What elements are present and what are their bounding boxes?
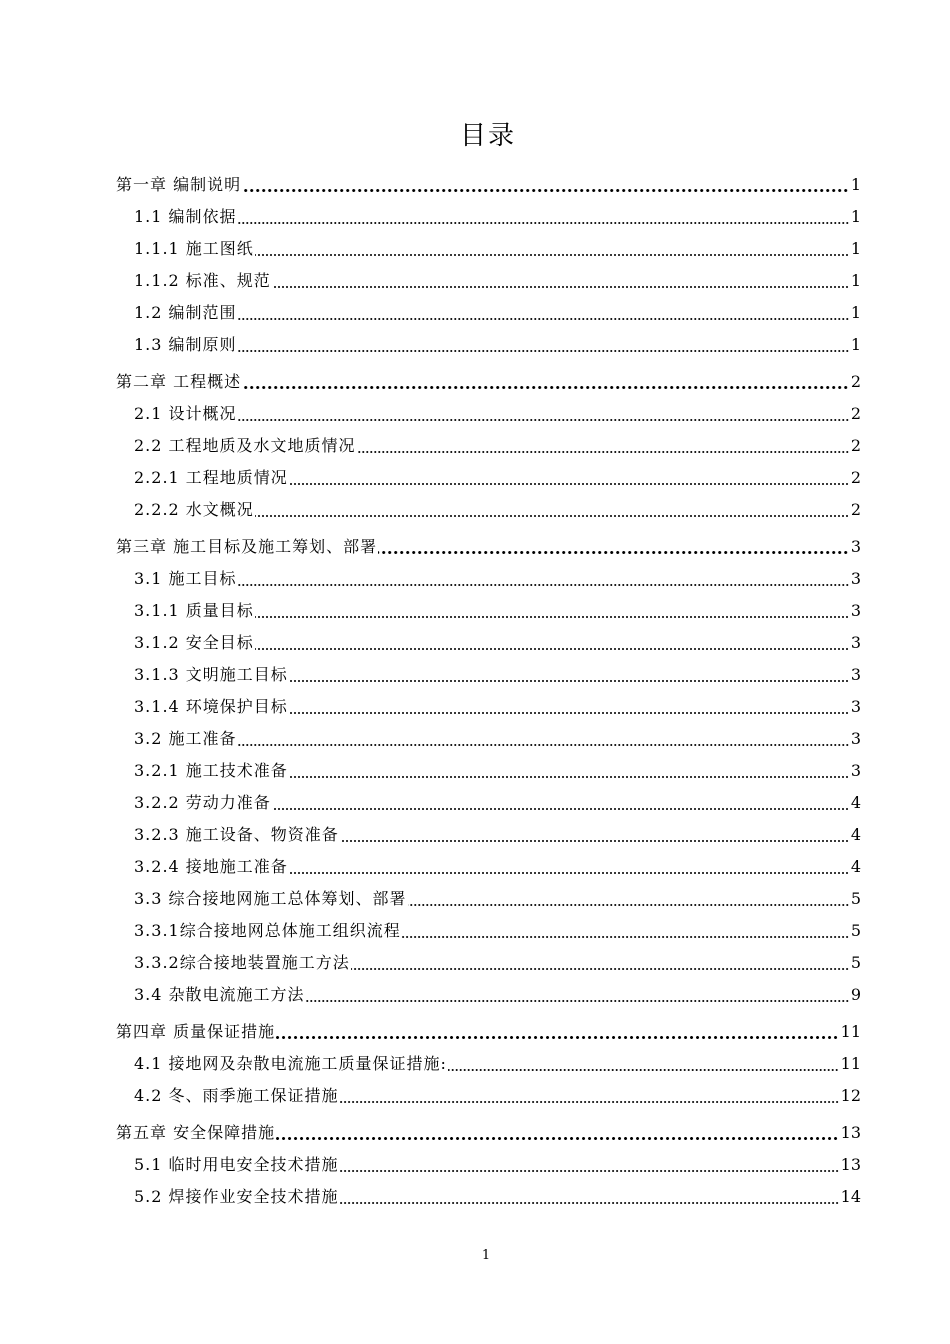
toc-chapter-entry[interactable] <box>116 359 861 396</box>
toc-section-entry[interactable] <box>116 881 861 913</box>
toc-entry-label: 第五章 安全保障措施 <box>116 1123 276 1142</box>
page-number-footer: 1 <box>481 1248 491 1263</box>
toc-entry-page-number: 14 <box>840 1187 861 1206</box>
toc-entry-label: 5.1 临时用电安全技术措施 <box>134 1155 339 1174</box>
toc-entry-page-number: 2 <box>850 404 861 423</box>
toc-section-entry[interactable] <box>116 913 861 945</box>
toc-entry-label: 3.2.1 施工技术准备 <box>134 761 288 780</box>
toc-dot-leader <box>242 189 849 192</box>
toc-dot-leader <box>351 968 849 970</box>
toc-entry-label: 1.2 编制范围 <box>134 303 237 322</box>
toc-entry-label: 第一章 编制说明 <box>116 175 242 194</box>
toc-entry-label: 1.1.1 施工图纸 <box>134 239 254 258</box>
toc-entry-label: 1.1 编制依据 <box>134 207 237 226</box>
toc-chapter-entry[interactable] <box>116 524 861 561</box>
toc-chapter-entry[interactable] <box>116 1009 861 1046</box>
toc-section-entry[interactable] <box>116 817 861 849</box>
toc-dot-leader <box>238 222 849 224</box>
toc-dot-leader <box>238 350 849 352</box>
toc-entry-page-number: 3 <box>850 697 861 716</box>
toc-dot-leader <box>255 648 849 650</box>
toc-dot-leader <box>340 1170 839 1172</box>
toc-entry-label: 3.2.4 接地施工准备 <box>134 857 288 876</box>
toc-section-entry[interactable] <box>116 977 861 1009</box>
toc-section-entry[interactable] <box>116 295 861 327</box>
toc-entry-page-number: 3 <box>850 569 861 588</box>
toc-entry-label: 4.2 冬、雨季施工保证措施 <box>134 1086 339 1105</box>
toc-section-entry[interactable] <box>116 1078 861 1110</box>
toc-entry-page-number: 2 <box>850 372 861 391</box>
toc-entry-label: 3.1.1 质量目标 <box>134 601 254 620</box>
toc-entry-label: 3.3 综合接地网施工总体筹划、部署 <box>134 889 407 908</box>
toc-entry-page-number: 3 <box>850 537 861 556</box>
toc-entry-page-number: 1 <box>850 271 861 290</box>
toc-dot-leader <box>255 616 849 618</box>
toc-entry-page-number: 2 <box>850 436 861 455</box>
toc-chapter-entry[interactable] <box>116 1110 861 1147</box>
toc-entry-label: 2.2.1 工程地质情况 <box>134 468 288 487</box>
toc-chapter-entry[interactable] <box>116 162 861 199</box>
toc-entry-label: 3.2.3 施工设备、物资准备 <box>134 825 339 844</box>
toc-section-entry[interactable] <box>116 785 861 817</box>
toc-entry-label: 3.1.3 文明施工目标 <box>134 665 288 684</box>
toc-section-entry[interactable] <box>116 231 861 263</box>
toc-dot-leader <box>272 808 849 810</box>
toc-dot-leader <box>408 904 849 906</box>
toc-entry-page-number: 5 <box>850 921 861 940</box>
toc-section-entry[interactable] <box>116 199 861 231</box>
toc-entry-page-number: 3 <box>850 601 861 620</box>
toc-entry-page-number: 4 <box>850 825 861 844</box>
toc-dot-leader <box>357 451 849 453</box>
toc-entry-page-number: 3 <box>850 761 861 780</box>
toc-entry-page-number: 1 <box>850 175 861 194</box>
toc-dot-leader <box>289 680 849 682</box>
toc-entry-page-number: 5 <box>850 889 861 908</box>
toc-dot-leader <box>340 1202 839 1204</box>
toc-entry-label: 第二章 工程概述 <box>116 372 242 391</box>
toc-dot-leader <box>255 254 849 256</box>
toc-entry-page-number: 3 <box>850 633 861 652</box>
toc-dot-leader <box>238 584 849 586</box>
toc-entry-page-number: 2 <box>850 468 861 487</box>
toc-entry-label: 3.4 杂散电流施工方法 <box>134 985 305 1004</box>
toc-section-entry[interactable] <box>116 593 861 625</box>
toc-dot-leader <box>289 776 849 778</box>
toc-entry-label: 3.1.4 环境保护目标 <box>134 697 288 716</box>
toc-entry-label: 3.1.2 安全目标 <box>134 633 254 652</box>
toc-section-entry[interactable] <box>116 492 861 524</box>
toc-section-entry[interactable] <box>116 689 861 721</box>
toc-section-entry[interactable] <box>116 428 861 460</box>
toc-entry-label: 2.2 工程地质及水文地质情况 <box>134 436 356 455</box>
toc-dot-leader <box>276 1137 839 1140</box>
toc-entry-page-number: 13 <box>840 1123 861 1142</box>
toc-entry-label: 4.1 接地网及杂散电流施工质量保证措施: <box>134 1054 447 1073</box>
toc-dot-leader <box>238 419 849 421</box>
toc-dot-leader <box>276 1036 839 1039</box>
toc-section-entry[interactable] <box>116 625 861 657</box>
toc-entry-page-number: 5 <box>850 953 861 972</box>
toc-entry-page-number: 2 <box>850 500 861 519</box>
toc-section-entry[interactable] <box>116 753 861 785</box>
toc-entry-label: 3.2 施工准备 <box>134 729 237 748</box>
toc-entry-page-number: 11 <box>840 1054 861 1073</box>
toc-entry-page-number: 11 <box>840 1022 861 1041</box>
toc-section-entry[interactable] <box>116 263 861 295</box>
toc-entry-label: 3.1 施工目标 <box>134 569 237 588</box>
toc-entry-label: 第四章 质量保证措施 <box>116 1022 276 1041</box>
toc-section-entry[interactable] <box>116 849 861 881</box>
toc-dot-leader <box>289 483 849 485</box>
toc-entry-label: 1.3 编制原则 <box>134 335 237 354</box>
toc-section-entry[interactable] <box>116 561 861 593</box>
toc-list <box>116 162 861 1211</box>
toc-entry-page-number: 1 <box>850 239 861 258</box>
toc-dot-leader <box>448 1069 839 1071</box>
toc-entry-label: 3.3.2综合接地装置施工方法 <box>134 953 350 972</box>
toc-dot-leader <box>378 551 849 554</box>
toc-dot-leader <box>289 712 849 714</box>
toc-section-entry[interactable] <box>116 396 861 428</box>
toc-entry-page-number: 1 <box>850 303 861 322</box>
toc-dot-leader <box>402 936 849 938</box>
toc-dot-leader <box>340 1101 839 1103</box>
toc-dot-leader <box>340 840 849 842</box>
toc-entry-page-number: 9 <box>850 985 861 1004</box>
toc-dot-leader <box>238 744 849 746</box>
toc-entry-label: 1.1.2 标准、规范 <box>134 271 271 290</box>
toc-section-entry[interactable] <box>116 721 861 753</box>
toc-dot-leader <box>255 515 849 517</box>
toc-entry-label: 3.2.2 劳动力准备 <box>134 793 271 812</box>
toc-entry-page-number: 13 <box>840 1155 861 1174</box>
toc-title: 目录 <box>459 121 516 151</box>
toc-section-entry[interactable] <box>116 1147 861 1179</box>
toc-entry-label: 3.3.1综合接地网总体施工组织流程 <box>134 921 401 940</box>
toc-entry-label: 2.2.2 水文概况 <box>134 500 254 519</box>
toc-entry-page-number: 4 <box>850 857 861 876</box>
toc-dot-leader <box>289 872 849 874</box>
toc-entry-page-number: 1 <box>850 207 861 226</box>
toc-section-entry[interactable] <box>116 945 861 977</box>
toc-dot-leader <box>238 318 849 320</box>
toc-section-entry[interactable] <box>116 1179 861 1211</box>
toc-section-entry[interactable] <box>116 1046 861 1078</box>
toc-section-entry[interactable] <box>116 327 861 359</box>
toc-entry-label: 5.2 焊接作业安全技术措施 <box>134 1187 339 1206</box>
toc-dot-leader <box>306 1000 849 1002</box>
toc-entry-label: 2.1 设计概况 <box>134 404 237 423</box>
toc-entry-page-number: 4 <box>850 793 861 812</box>
toc-entry-label: 第三章 施工目标及施工筹划、部署 <box>116 537 378 556</box>
toc-dot-leader <box>242 386 849 389</box>
toc-entry-page-number: 12 <box>840 1086 861 1105</box>
toc-section-entry[interactable] <box>116 460 861 492</box>
toc-entry-page-number: 1 <box>850 335 861 354</box>
toc-entry-page-number: 3 <box>850 665 861 684</box>
toc-dot-leader <box>272 286 849 288</box>
toc-section-entry[interactable] <box>116 657 861 689</box>
toc-entry-page-number: 3 <box>850 729 861 748</box>
